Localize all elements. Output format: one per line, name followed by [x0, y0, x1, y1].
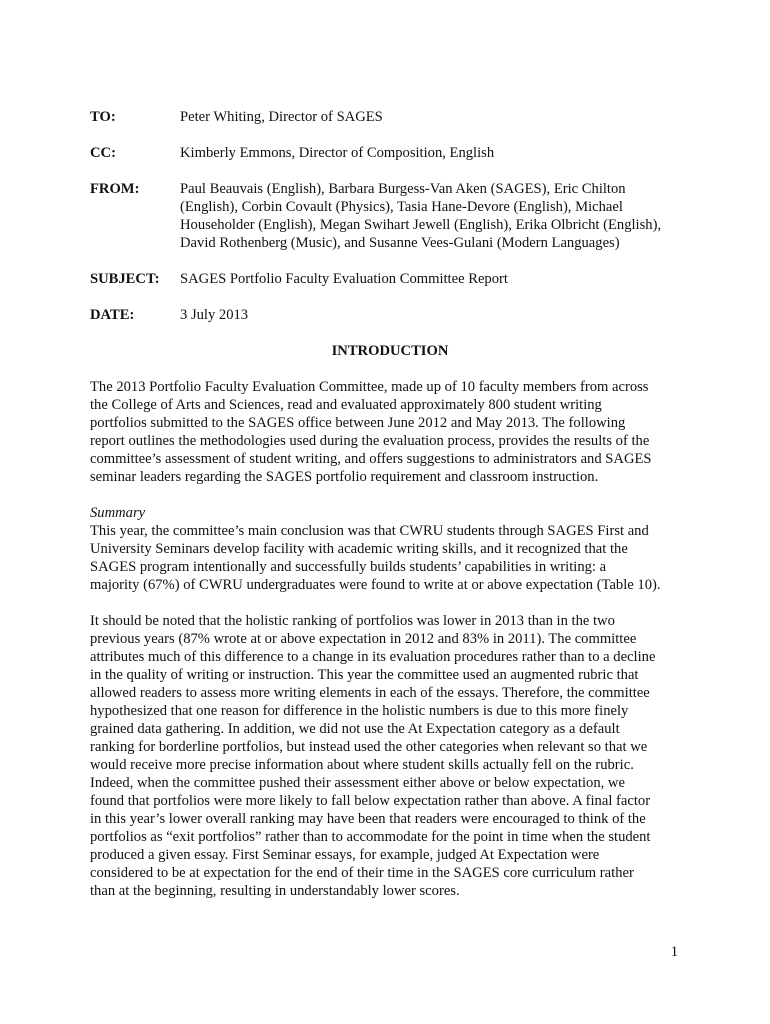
- paragraph-line: It should be noted that the holistic ranking of portfolios was lower in 2013 than in the two: [90, 613, 615, 629]
- introduction-heading: INTRODUCTION: [331, 343, 449, 359]
- paragraph-line: Indeed, when the committee pushed their assessment either above or below expectation, we: [90, 775, 625, 791]
- paragraph-line: SAGES program intentionally and successfully builds students’ capabilities in writing: a: [90, 559, 607, 575]
- memo-from-label: FROM:: [90, 181, 140, 197]
- memo-date-value: 3 July 2013: [180, 307, 249, 323]
- holistic-ranking-paragraph: [90, 612, 690, 900]
- paragraph-line: in the quality of writing or instruction. This year the committee used an augmented rubric that: [90, 667, 639, 683]
- paragraph-line: previous years (87% wrote at or above expectation in 2012 and 83% in 2011). The committee: [90, 631, 637, 647]
- memo-from-row: [90, 180, 690, 252]
- memo-to-value: Peter Whiting, Director of SAGES: [180, 109, 383, 125]
- paragraph-line: committee’s assessment of student writing, and offers suggestions to administrators and SAGES: [90, 451, 652, 467]
- memo-cc-row: [90, 144, 690, 162]
- paragraph-line: than at the beginning, resulting in understandably lower scores.: [90, 883, 460, 899]
- memo-cc-value: Kimberly Emmons, Director of Composition, English: [180, 145, 495, 161]
- paragraph-line: in this year’s lower overall ranking may have been that readers were encouraged to think of the: [90, 811, 646, 827]
- memo-to-label: TO:: [90, 109, 116, 125]
- paragraph-line: attributes much of this difference to a change in its evaluation procedures rather than to a decline: [90, 649, 656, 665]
- memo-subject-row: [90, 270, 690, 288]
- memo-from-line: (English), Corbin Covault (Physics), Tasia Hane-Devore (English), Michael: [180, 199, 623, 215]
- paragraph-line: majority (67%) of CWRU undergraduates were found to write at or above expectation (Table 10).: [90, 577, 661, 593]
- memo-date-row: [90, 306, 690, 324]
- paragraph-line: ranking for borderline portfolios, but instead used the other categories when relevant so that we: [90, 739, 648, 755]
- paragraph-line: report outlines the methodologies used during the evaluation process, provides the results of the: [90, 433, 650, 449]
- memo-page: [90, 108, 690, 918]
- memo-from-value: [180, 180, 690, 252]
- memo-from-line: Householder (English), Megan Swihart Jewell (English), Erika Olbricht (English),: [180, 217, 662, 233]
- paragraph-line: seminar leaders regarding the SAGES portfolio requirement and classroom instruction.: [90, 469, 599, 485]
- memo-from-line: Paul Beauvais (English), Barbara Burgess-Van Aken (SAGES), Eric Chilton: [180, 181, 626, 197]
- paragraph-line: produced a given essay. First Seminar essays, for example, judged At Expectation were: [90, 847, 600, 863]
- page-number: 1: [670, 944, 678, 960]
- summary-paragraph: [90, 504, 690, 594]
- paragraph-line: hypothesized that one reason for difference in the holistic numbers is due to this more finely: [90, 703, 629, 719]
- memo-subject-label: SUBJECT:: [90, 271, 160, 287]
- paragraph-line: found that portfolios were more likely to fall below expectation rather than above. A final factor: [90, 793, 651, 809]
- paragraph-line: University Seminars develop facility with academic writing skills, and it recognized that the: [90, 541, 628, 557]
- paragraph-line: the College of Arts and Sciences, read and evaluated approximately 800 student writing: [90, 397, 602, 413]
- paragraph-line: The 2013 Portfolio Faculty Evaluation Committee, made up of 10 faculty members from across: [90, 379, 649, 395]
- introduction-paragraph: [90, 378, 690, 486]
- paragraph-line: portfolios submitted to the SAGES office between June 2012 and May 2013. The following: [90, 415, 626, 431]
- paragraph-line: portfolios as “exit portfolios” rather than to accommodate for the point in time when the student: [90, 829, 651, 845]
- paragraph-line: allowed readers to assess more writing elements in each of the essays. Therefore, the committee: [90, 685, 650, 701]
- paragraph-line: would receive more precise information about where student skills actually fell on the rubric.: [90, 757, 634, 773]
- paragraph-line: grained data gathering. In addition, we did not use the At Expectation category as a default: [90, 721, 620, 737]
- memo-subject-value: SAGES Portfolio Faculty Evaluation Committee Report: [180, 271, 508, 287]
- paragraph-line: considered to be at expectation for the end of their time in the SAGES core curriculum rather: [90, 865, 634, 881]
- memo-to-row: [90, 108, 690, 126]
- memo-from-line: David Rothenberg (Music), and Susanne Vees-Gulani (Modern Languages): [180, 235, 620, 251]
- memo-date-label: DATE:: [90, 307, 135, 323]
- paragraph-line: This year, the committee’s main conclusion was that CWRU students through SAGES First and: [90, 523, 649, 539]
- memo-cc-label: CC:: [90, 145, 116, 161]
- summary-heading: Summary: [90, 505, 146, 521]
